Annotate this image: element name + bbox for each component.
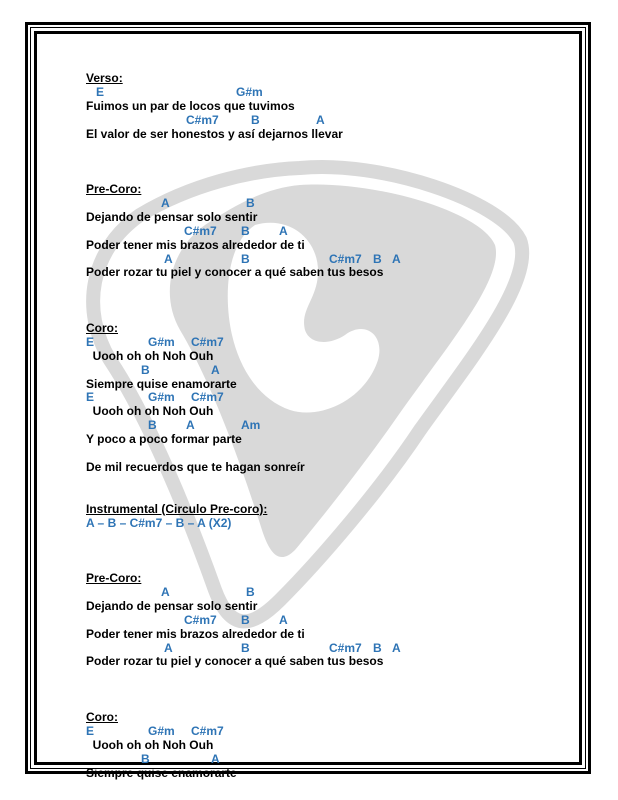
lyric-line: Uooh oh oh Noh Ouh (86, 737, 214, 752)
chord-label: B (241, 612, 250, 627)
lyrics-sheet (86, 72, 566, 780)
chord-label: A (161, 584, 170, 599)
chord-label: A (161, 196, 170, 211)
lyric-line: Siempre quise enamorarte (86, 376, 237, 391)
lyric-line: Poder tener mis brazos alrededor de ti (86, 626, 305, 641)
lyric-line: Dejando de pensar solo sentir (86, 209, 258, 224)
chord-label: E (86, 334, 95, 349)
lyric-line: Siempre quise enamorarte (86, 765, 237, 780)
lyric-line: Poder tener mis brazos alrededor de ti (86, 237, 305, 252)
chord-line (86, 197, 566, 211)
blank-line (86, 169, 566, 183)
chord-label: E (86, 723, 95, 738)
chord-label: B (246, 196, 255, 211)
chord-label: A (279, 612, 288, 627)
chord-line (86, 253, 566, 267)
chord-label: B (241, 251, 250, 266)
section-heading: Pre-Coro: (86, 182, 142, 197)
chord-label: C#m7 (191, 390, 224, 405)
chord-label: C#m7 (329, 640, 362, 655)
chord-label: A (279, 223, 288, 238)
lyric-line: Uooh oh oh Noh Ouh (86, 404, 214, 419)
chord-line (86, 86, 566, 100)
lyric-line: Fuimos un par de locos que tuvimos (86, 98, 295, 113)
section-heading: Coro: (86, 321, 118, 336)
chord-line (86, 114, 566, 128)
chord-label: A (316, 112, 325, 127)
blank-line (86, 489, 566, 503)
blank-line (86, 669, 566, 683)
blank-line (86, 294, 566, 308)
chord-label: A (211, 362, 220, 377)
chord-label: C#m7 (191, 723, 224, 738)
chord-label: B (141, 751, 150, 766)
chord-line (86, 642, 566, 656)
chord-label: B (373, 640, 382, 655)
chord-label: A (164, 640, 173, 655)
chord-label: C#m7 (329, 251, 362, 266)
chord-label: B (141, 362, 150, 377)
chord-line (86, 336, 566, 350)
chord-label: E (86, 390, 95, 405)
chord-label: E (96, 84, 105, 99)
chord-line (86, 586, 566, 600)
chord-label: C#m7 (191, 334, 224, 349)
chord-line (86, 391, 566, 405)
chord-label: C#m7 (186, 112, 219, 127)
blank-line (86, 155, 566, 169)
chord-label: B (251, 112, 260, 127)
chord-label: C#m7 (184, 612, 217, 627)
section-heading: Pre-Coro: (86, 571, 142, 586)
lyric-line: De mil recuerdos que te hagan sonreír (86, 459, 305, 474)
chord-line (86, 753, 566, 767)
lyric-line: El valor de ser honestos y así dejarnos llevar (86, 126, 343, 141)
chord-label: A (211, 751, 220, 766)
lyric-line: Poder rozar tu piel y conocer a qué saben tus besos (86, 654, 384, 669)
chord-label: G#m (148, 723, 175, 738)
chord-label: A (392, 251, 401, 266)
chord-label: B (246, 584, 255, 599)
chord-label: Am (241, 418, 261, 433)
blank-line (86, 558, 566, 572)
lyric-line: Uooh oh oh Noh Ouh (86, 348, 214, 363)
chord-line (86, 225, 566, 239)
chord-label: B (148, 418, 157, 433)
chord-label: B (241, 223, 250, 238)
blank-line (86, 308, 566, 322)
chord-label: B (373, 251, 382, 266)
blank-line (86, 544, 566, 558)
chord-label: C#m7 (184, 223, 217, 238)
blank-line (86, 697, 566, 711)
chord-label: B (241, 640, 250, 655)
chord-label: A (186, 418, 195, 433)
blank-line (86, 141, 566, 155)
chord-line (86, 614, 566, 628)
chord-line (86, 419, 566, 433)
lyric-line: Poder rozar tu piel y conocer a qué saben tus besos (86, 265, 384, 280)
section-heading: Coro: (86, 709, 118, 724)
chord-label: A (164, 251, 173, 266)
section-heading: Instrumental (Circulo Pre-coro): (86, 501, 268, 516)
lyric-line: Y poco a poco formar parte (86, 432, 242, 447)
chord-sequence: A – B – C#m7 – B – A (X2) (86, 515, 232, 530)
chord-line (86, 725, 566, 739)
blank-line (86, 280, 566, 294)
chord-label: G#m (148, 390, 175, 405)
blank-line (86, 475, 566, 489)
section-heading: Verso: (86, 71, 123, 85)
chord-label: G#m (236, 84, 263, 99)
chord-label: A (392, 640, 401, 655)
chord-label: G#m (148, 334, 175, 349)
blank-line (86, 683, 566, 697)
blank-line (86, 447, 566, 461)
chord-line (86, 364, 566, 378)
blank-line (86, 530, 566, 544)
lyric-line: Dejando de pensar solo sentir (86, 598, 258, 613)
